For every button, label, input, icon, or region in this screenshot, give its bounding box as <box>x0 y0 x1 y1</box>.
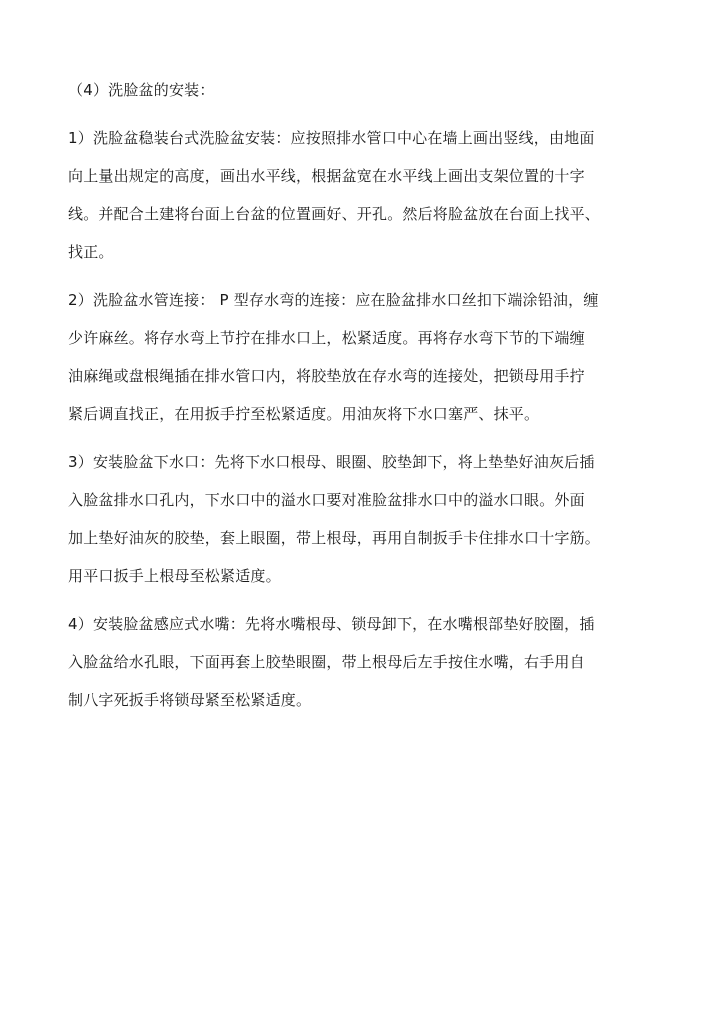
paragraph-1-line-2: 向上量出规定的高度，画出水平线，根据盆宽在水平线上画出支架位置的十字 <box>68 167 585 185</box>
paragraph-1-line-4: 找正。 <box>68 243 114 261</box>
paragraph-4-line-2: 入脸盆给水孔眼，下面再套上胶垫眼圈，带上根母后左手按住水嘴，右手用自 <box>68 653 585 671</box>
paragraph-3-line-3: 加上垫好油灰的胶垫，套上眼圈，带上根母，再用自制扳手卡住排水口十字筋。 <box>68 529 601 547</box>
paragraph-4-line-3: 制八字死扳手将锁母紧至松紧适度。 <box>68 691 312 709</box>
paragraph-3-line-4: 用平口扳手上根母至松紧适度。 <box>68 567 281 585</box>
paragraph-2-line-3: 油麻绳或盘根绳插在排水管口内，将胶垫放在存水弯的连接处，把锁母用手拧 <box>68 367 585 385</box>
paragraph-3-line-2: 入脸盆排水口孔内，下水口中的溢水口要对准脸盆排水口中的溢水口眼。外面 <box>68 491 585 509</box>
paragraph-2-line-1: 2）洗脸盆水管连接： P 型存水弯的连接：应在脸盆排水口丝扣下端涂铅油，缠 <box>68 291 599 309</box>
paragraph-1-line-3: 线。并配合土建将台面上台盆的位置画好、开孔。然后将脸盆放在台面上找平、 <box>68 205 601 223</box>
paragraph-2-line-4: 紧后调直找正，在用扳手拧至松紧适度。用油灰将下水口塞严、抹平。 <box>68 405 540 423</box>
paragraph-1-line-1: 1）洗脸盆稳装台式洗脸盆安装：应按照排水管口中心在墙上画出竖线，由地面 <box>68 129 595 147</box>
paragraph-2-line-2: 少许麻丝。将存水弯上节拧在排水口上，松紧适度。再将存水弯下节的下端缠 <box>68 329 585 347</box>
paragraph-3-line-1: 3）安装脸盆下水口：先将下水口根母、眼圈、胶垫卸下，将上垫垫好油灰后插 <box>68 453 595 471</box>
section-heading: （4）洗脸盆的安装： <box>68 81 215 99</box>
paragraph-4-line-1: 4）安装脸盆感应式水嘴：先将水嘴根母、锁母卸下，在水嘴根部垫好胶圈，插 <box>68 615 595 633</box>
